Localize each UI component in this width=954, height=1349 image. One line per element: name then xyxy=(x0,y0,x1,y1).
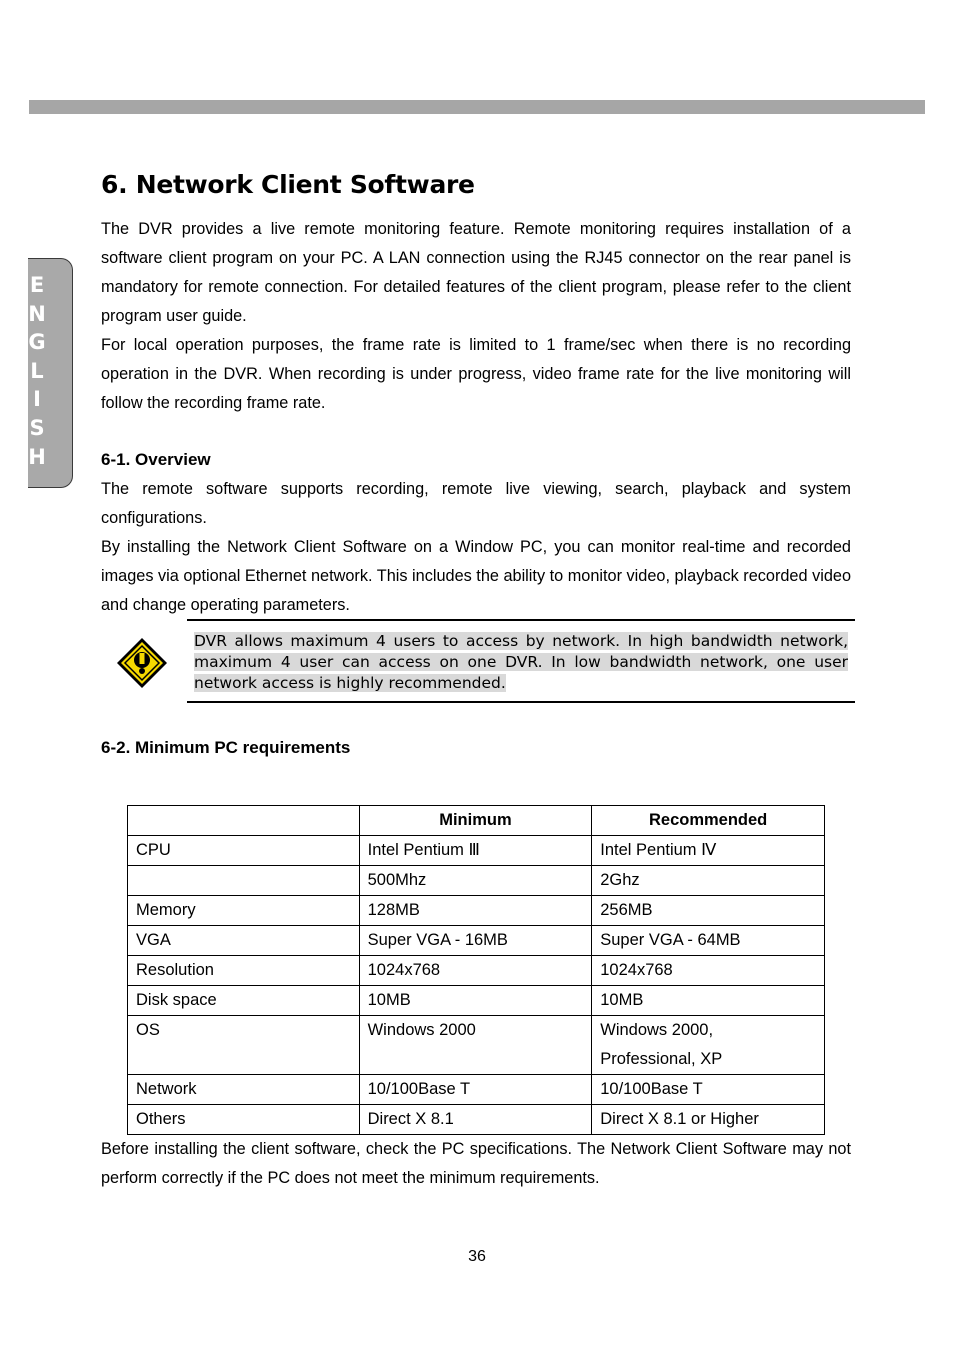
table-header-cell: Recommended xyxy=(592,806,825,836)
table-cell: Resolution xyxy=(128,956,360,986)
table-cell: Super VGA - 64MB xyxy=(592,926,825,956)
requirements-heading: 6-2. Minimum PC requirements xyxy=(101,738,351,757)
overview-section xyxy=(101,475,851,620)
table-header-row xyxy=(128,806,825,836)
table-cell: Windows 2000 xyxy=(359,1016,592,1075)
requirements-footnote: Before installing the client software, check the PC specifications. The Network Client Software may not perform correctly if the PC does not meet the minimum requirements. xyxy=(101,1140,851,1187)
intro-paragraph: For local operation purposes, the frame rate is limited to 1 frame/sec when there is no recording operation in the DVR. When recording is under progress, video frame rate for the live monitoring will follow the recording frame rate. xyxy=(101,336,851,412)
table-cell: Network xyxy=(128,1075,360,1105)
table-cell: 1024x768 xyxy=(592,956,825,986)
table-cell: CPU xyxy=(128,836,360,866)
table-row xyxy=(128,1075,825,1105)
table-cell: 128MB xyxy=(359,896,592,926)
table-row xyxy=(128,986,825,1016)
table-cell: OS xyxy=(128,1016,360,1075)
table-row xyxy=(128,896,825,926)
table-row xyxy=(128,956,825,986)
intro-section xyxy=(101,215,851,418)
table-cell: Disk space xyxy=(128,986,360,1016)
intro-paragraph: The DVR provides a live remote monitoring feature. Remote monitoring requires installation of a software client program on your PC. A LAN connection using the RJ45 connector on the rear panel is mandatory for remote connection. For detailed features of the client program, please refer to the client program user guide. xyxy=(101,220,851,325)
table-cell: 2Ghz xyxy=(592,866,825,896)
table-cell: 1024x768 xyxy=(359,956,592,986)
table-cell: Direct X 8.1 or Higher xyxy=(592,1105,825,1135)
table-cell: Intel Pentium Ⅲ xyxy=(359,836,592,866)
overview-paragraph: The remote software supports recording, remote live viewing, search, playback and system configurations. xyxy=(101,480,851,527)
table-cell: Intel Pentium Ⅳ xyxy=(592,836,825,866)
table-cell: 10/100Base T xyxy=(359,1075,592,1105)
notice-text: DVR allows maximum 4 users to access by network. In high bandwidth network, maximum 4 user can access on one DVR. In low bandwidth network, one user network access is highly recommended. xyxy=(194,632,848,692)
notice-box xyxy=(187,619,855,703)
table-cell: Memory xyxy=(128,896,360,926)
table-cell: Super VGA - 16MB xyxy=(359,926,592,956)
requirements-table xyxy=(127,805,825,1135)
language-tab xyxy=(28,258,73,488)
requirements-footnote-section xyxy=(101,1135,851,1193)
warning-icon xyxy=(115,636,169,690)
overview-heading: 6-1. Overview xyxy=(101,450,211,469)
header-bar xyxy=(29,100,925,114)
table-row xyxy=(128,1016,825,1075)
page-title: 6. Network Client Software xyxy=(101,170,475,199)
table-header-cell: Minimum xyxy=(359,806,592,836)
language-tab-label: ENGLISH xyxy=(28,273,46,469)
page-number: 36 xyxy=(468,1248,486,1265)
table-cell: VGA xyxy=(128,926,360,956)
table-cell: Windows 2000, Professional, XP xyxy=(592,1016,825,1075)
table-row xyxy=(128,836,825,866)
overview-paragraph: By installing the Network Client Software on a Window PC, you can monitor real-time and recorded images via optional Ethernet network. This includes the ability to monitor video, playback recorded video and change operating parameters. xyxy=(101,538,851,614)
table-cell: Direct X 8.1 xyxy=(359,1105,592,1135)
table-header-cell xyxy=(128,806,360,836)
table-cell: 10MB xyxy=(592,986,825,1016)
table-row xyxy=(128,1105,825,1135)
table-cell: Others xyxy=(128,1105,360,1135)
table-row xyxy=(128,866,825,896)
table-cell: 10MB xyxy=(359,986,592,1016)
table-row xyxy=(128,926,825,956)
table-cell: 10/100Base T xyxy=(592,1075,825,1105)
table-cell: 256MB xyxy=(592,896,825,926)
table-cell xyxy=(128,866,360,896)
table-cell: 500Mhz xyxy=(359,866,592,896)
